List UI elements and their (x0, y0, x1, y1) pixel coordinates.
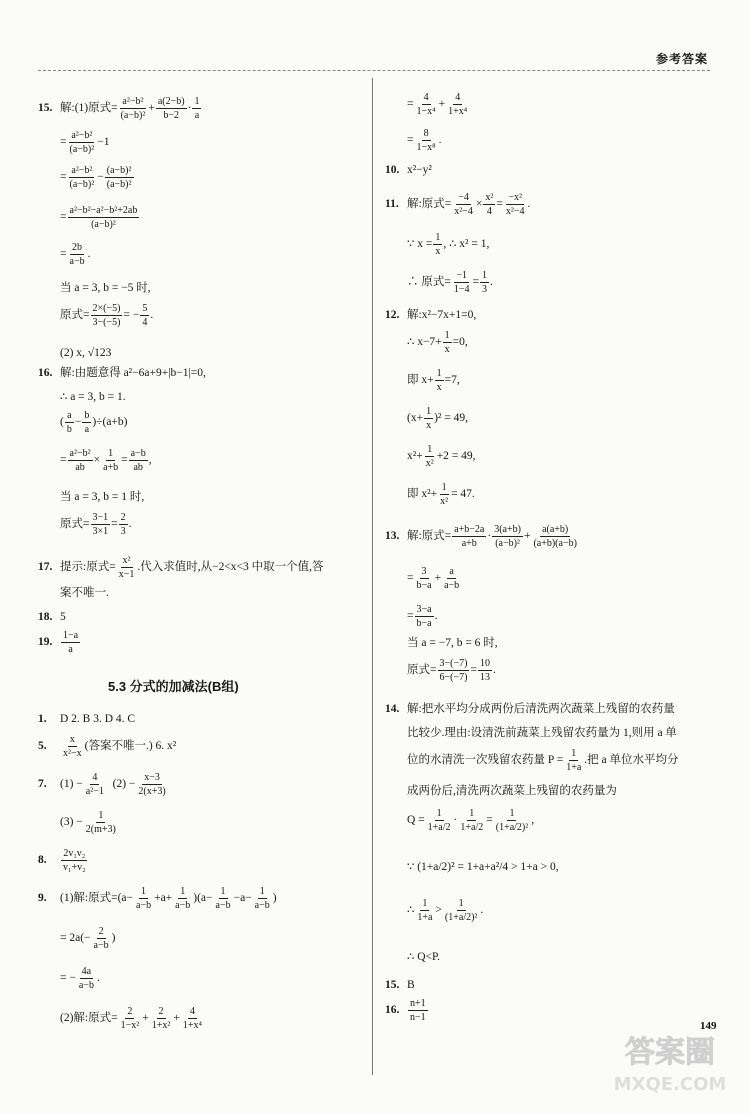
q14-line2: 比较少.理由:设清洗前蔬菜上残留农药量为 1,则用 a 单 (407, 727, 677, 739)
q17-line2: 案不唯一. (60, 587, 109, 599)
question-number: 10. (385, 164, 400, 176)
fraction: $\frac{1}{x}$ (426, 406, 432, 431)
question-number: 11. (385, 197, 399, 210)
question-number: 9. (38, 891, 47, 904)
q13-line3: = $\frac{3-a}{b-a}$ . (407, 604, 438, 629)
q11-line1: 11. 解:原式= $\frac{-4}{\text{x²−4}}$ × $\frac{\text{x²}}{4}$ = $\frac{\text{−x²}}{\text{x²−4}}$ . (385, 192, 531, 217)
fraction: $\frac{2}{\text{1+x²}}$ (151, 1006, 171, 1031)
q14-line8: ∴ Q<P. (407, 951, 440, 963)
fraction: $\frac{n+1}{n-1}$ (410, 998, 426, 1023)
fraction: $\frac{3}{b-a}$ (416, 566, 432, 591)
fraction: $\frac{1}{a-b}$ (215, 886, 231, 911)
fraction: $\frac{x-3}{2(x+3)}$ (138, 772, 166, 797)
b9-line3: = − $\frac{4a}{a-b}$ . (60, 966, 100, 991)
fraction: $\frac{2}{\text{1−x²}}$ (120, 1006, 140, 1031)
q15-right-line: 15. B (385, 979, 415, 991)
q16-line1: 16. 解:由题意得 a²−6a+9+|b−1|=0, (38, 367, 206, 379)
fraction: $\frac{a}{b}$ (66, 410, 72, 435)
q18-line: 18. 5 (38, 611, 66, 623)
fraction: $\frac{1}{3}$ (482, 270, 488, 295)
header-divider (38, 70, 710, 71)
fraction: $\frac{x}{\text{x²−x}}$ (63, 734, 82, 759)
fraction: $\frac{a}{a-b}$ (444, 566, 460, 591)
q15-line6: 当 a = 3, b = −5 时, (60, 282, 151, 294)
fraction: $\frac{1}{x}$ (444, 330, 450, 355)
fraction: $\frac{\text{a²−b²−a²−b²+2ab}}{\text{(a−b)²}}$ (69, 205, 138, 230)
svg-text:MXQE.COM: MXQE.COM (613, 1074, 727, 1095)
q12-line3: 即 x+ $\frac{1}{x}$ =7, (407, 368, 460, 393)
fraction: $\frac{-1}{1-4}$ (453, 270, 470, 295)
q13-line2: = $\frac{3}{b-a}$ + $\frac{a}{a-b}$ (407, 566, 460, 591)
q15-line7: 原式= $\frac{2\times(-5)}{3-(-5)}$ = − $\frac{5}{4}$ . (60, 303, 154, 328)
fraction: $\frac{4}{\text{1−x⁴}}$ (416, 92, 436, 117)
q15-line2: = $\frac{\text{a²−b²}}{\text{(a−b)²}}$ −1 (60, 130, 110, 155)
b8-line (38, 848, 89, 873)
fraction: $\frac{\text{a²−b²}}{\text{(a−b)²}}$ (69, 130, 95, 155)
fraction: $\frac{1}{2(m+3)}$ (85, 810, 116, 835)
q15-line5: = $\frac{2b}{a-b}$ . (60, 242, 91, 267)
question-number: 16. (385, 1003, 400, 1016)
fraction: $\frac{3-(-7)}{6-(-7)}$ (439, 658, 468, 683)
fraction: $\frac{2}{3}$ (120, 512, 126, 537)
q15-line8: (2) x, √123 (60, 347, 112, 359)
fraction: $\frac{1}{1+a}$ (417, 898, 433, 923)
fraction: $\frac{1}{1+a/2}$ (460, 808, 484, 833)
q14-line3: 位的水清洗一次残留农药量 P = $\frac{1}{1+a}$ .把 a 单位水平均分 (407, 748, 679, 773)
q15-line1: 15. 解:(1)原式= $\frac{\text{a²−b²}}{\text{(a−b)²}}$ + $\frac{a(2-b)}{b-2}$ · $\frac{1}{a}$ (38, 96, 200, 121)
fraction: $\frac{\text{2v₁v₂}}{\text{v₁+v₂}}$ (63, 848, 86, 873)
fraction: $\frac{4}{\text{1+x⁴}}$ (182, 1006, 203, 1031)
fraction: $\frac{1}{1+a/2}$ (427, 808, 451, 833)
fraction: $\frac{5}{4}$ (142, 303, 148, 328)
watermark-logo (600, 1030, 740, 1100)
fraction: $\frac{8}{\text{1−x⁸}}$ (416, 128, 436, 153)
page-number: 149 (700, 1020, 717, 1032)
fraction: $\frac{\text{x²}}{4}$ (485, 192, 494, 217)
q11-line2: ∵ x = $\frac{1}{x}$ , ∴ x² = 1, (407, 232, 490, 257)
fraction: $\frac{b}{a}$ (84, 410, 90, 435)
fraction: $\frac{a+b-2a}{a+b}$ (454, 524, 485, 549)
q16-line5: 当 a = 3, b = 1 时, (60, 491, 145, 503)
q12-line6: 即 x²+ $\frac{1}{\text{x²}}$ = 47. (407, 482, 475, 507)
b7-line2: (3) − $\frac{1}{2(m+3)}$ (60, 810, 116, 835)
header-title: 参考答案 (655, 52, 708, 66)
fraction: $\frac{-4}{\text{x²−4}}$ (454, 192, 473, 217)
q11-line3: ∴ 原式= $\frac{-1}{1-4}$ = $\frac{1}{3}$ . (407, 270, 493, 295)
q16-line2: ∴ a = 3, b = 1. (60, 391, 126, 403)
fraction: $\frac{2\times(-5)}{3-(-5)}$ (92, 303, 121, 328)
fraction: $\frac{1}{1+a}$ (566, 748, 582, 773)
fraction: $\frac{\text{x²}}{x-1}$ (118, 555, 135, 580)
q16-right-line (385, 998, 429, 1023)
fraction: $\frac{1}{a-b}$ (136, 886, 152, 911)
cont-line2: = $\frac{8}{\text{1−x⁸}}$ . (407, 128, 442, 153)
q12-line2: ∴ x−7+ $\frac{1}{x}$ =0, (407, 330, 468, 355)
fraction: $\frac{1}{\text{(1+a/2)²}}$ (495, 808, 529, 833)
fraction: $\frac{1}{\text{x²}}$ (425, 444, 434, 469)
q12-line5: x²+ $\frac{1}{\text{x²}}$ +2 = 49, (407, 444, 476, 469)
q15-line3: = $\frac{\text{a²−b²}}{\text{(a−b)²}}$ − $\frac{\text{(a−b)²}}{\text{(a−b)²}}$ (60, 165, 132, 190)
q14-line6: ∵ (1+a/2)² = 1+a+a²/4 > 1+a > 0, (407, 861, 559, 873)
question-number: 19. (38, 635, 53, 648)
b9-line1: 9. (1)解:原式= (a− $\frac{1}{a-b}$ +a+ $\frac{1}{a-b}$ )(a− $\frac{1}{a-b}$ −a− $\frac{1}{a-b}$ ) (38, 886, 277, 911)
fraction: $\frac{\text{(a−b)²}}{\text{(a−b)²}}$ (106, 165, 132, 190)
fraction: $\frac{4}{\text{a²−1}}$ (85, 772, 104, 797)
question-number: 17. (38, 560, 53, 573)
fraction: $\frac{\text{a²−b²}}{ab}$ (69, 448, 91, 473)
fraction: $\frac{\text{a²−b²}}{\text{(a−b)²}}$ (69, 165, 95, 190)
q15-line4: = $\frac{\text{a²−b²−a²−b²+2ab}}{\text{(a−b)²}}$ (60, 205, 138, 230)
fraction: $\frac{1}{a-b}$ (254, 886, 270, 911)
b7-line1: 7. (1) − $\frac{4}{\text{a²−1}}$ (2) − $\frac{x-3}{2(x+3)}$ (38, 772, 166, 797)
fraction: $\frac{4a}{a-b}$ (78, 966, 94, 991)
question-number: 12. (385, 309, 400, 321)
question-number: 14. (385, 703, 400, 715)
q14-line1: 14. 解:把水平均分成两份后清洗两次蔬菜上残留的农药量 (385, 703, 675, 715)
question-number: 15. (38, 101, 53, 114)
fraction: $\frac{1}{a+b}$ (103, 448, 119, 473)
section-heading: 5.3 分式的加减法(B组) (108, 679, 239, 694)
question-number: 16. (38, 367, 53, 379)
question-number: 8. (38, 853, 47, 866)
q12-line1: 12. 解:x²−7x+1=0, (385, 309, 477, 321)
cont-line1: = $\frac{4}{\text{1−x⁴}}$ + $\frac{4}{\text{1+x⁴}}$ (407, 92, 468, 117)
q13-line5: 原式= $\frac{3-(-7)}{6-(-7)}$ = $\frac{10}{13}$ . (407, 658, 496, 683)
fraction: $\frac{1}{\text{x²}}$ (440, 482, 449, 507)
fraction: $\frac{a(a+b)}{(a+b)(a-b)}$ (533, 524, 577, 549)
question-number: 5. (38, 739, 47, 752)
fraction: $\frac{10}{13}$ (479, 658, 490, 683)
b9-line4: (2)解:原式= $\frac{2}{\text{1−x²}}$ + $\frac{2}{\text{1+x²}}$ + $\frac{4}{\text{1+x⁴}}$ (60, 1006, 203, 1031)
fraction: $\frac{1}{x}$ (436, 368, 442, 393)
q14-line5: Q = $\frac{1}{1+a/2}$ · $\frac{1}{1+a/2}$ = $\frac{1}{\text{(1+a/2)²}}$ , (407, 808, 535, 833)
b9-line2: = 2a(− $\frac{2}{a-b}$ ) (60, 926, 116, 951)
question-number: 15. (385, 979, 400, 991)
question-number: 13. (385, 529, 400, 542)
fraction: $\frac{3(a+b)}{\text{(a−b)²}}$ (494, 524, 521, 549)
svg-text:答案圈: 答案圈 (625, 1035, 715, 1070)
q16-line4: = $\frac{\text{a²−b²}}{ab}$ × $\frac{1}{a+b}$ = $\frac{a-b}{ab}$ , (60, 448, 152, 473)
fraction: $\frac{3-a}{b-a}$ (416, 604, 432, 629)
fraction: $\frac{1}{x}$ (435, 232, 441, 257)
q14-line4: 成两份后,清洗两次蔬菜上残留的农药量为 (407, 785, 617, 797)
q16-line6: 原式= $\frac{3-1}{3\times 1}$ = $\frac{2}{3}$ . (60, 512, 132, 537)
q17-line1: 17. 提示:原式= $\frac{\text{x²}}{x-1}$ .代入求值时,从−2<x<3 中取一个值,答 (38, 555, 324, 580)
fraction: $\frac{1}{a-b}$ (175, 886, 191, 911)
fraction: $\frac{1}{a}$ (194, 96, 200, 121)
question-number: 1. (38, 713, 47, 725)
fraction: $\frac{a(2-b)}{b-2}$ (157, 96, 185, 121)
q10-line: 10. x²−y² (385, 164, 432, 176)
fraction: $\frac{1}{\text{(1+a/2)²}}$ (444, 898, 478, 923)
fraction: $\frac{2}{a-b}$ (93, 926, 109, 951)
question-number: 7. (38, 777, 47, 790)
b5-line: 5. $\frac{x}{\text{x²−x}}$ (答案不唯一.) 6. x² (38, 734, 177, 759)
q19-line (38, 630, 81, 655)
fraction: $\frac{3-1}{3\times 1}$ (92, 512, 109, 537)
b1-line: 1. D 2. B 3. D 4. C (38, 713, 136, 725)
column-divider (372, 78, 373, 1075)
fraction: $\frac{a-b}{ab}$ (130, 448, 146, 473)
q13-line4: 当 a = −7, b = 6 时, (407, 637, 498, 649)
question-number: 18. (38, 611, 53, 623)
fraction: $\frac{1-a}{a}$ (63, 630, 79, 655)
q12-line4: (x+ $\frac{1}{x}$ )² = 49, (407, 406, 468, 431)
fraction: $\frac{4}{\text{1+x⁴}}$ (448, 92, 468, 117)
q16-line3: ( $\frac{a}{b}$ − $\frac{b}{a}$ )÷(a+b) (60, 410, 128, 435)
q13-line1: 13. 解:原式= $\frac{a+b-2a}{a+b}$ · $\frac{3(a+b)}{\text{(a−b)²}}$ + $\frac{a(a+b)}{(a+b)(a-b)}$ (385, 524, 577, 549)
fraction: $\frac{\text{−x²}}{\text{x²−4}}$ (505, 192, 525, 217)
fraction: $\frac{\text{a²−b²}}{\text{(a−b)²}}$ (120, 96, 146, 121)
q14-line7: ∴ $\frac{1}{1+a}$ > $\frac{1}{\text{(1+a/2)²}}$ . (407, 898, 484, 923)
fraction: $\frac{2b}{a-b}$ (69, 242, 85, 267)
